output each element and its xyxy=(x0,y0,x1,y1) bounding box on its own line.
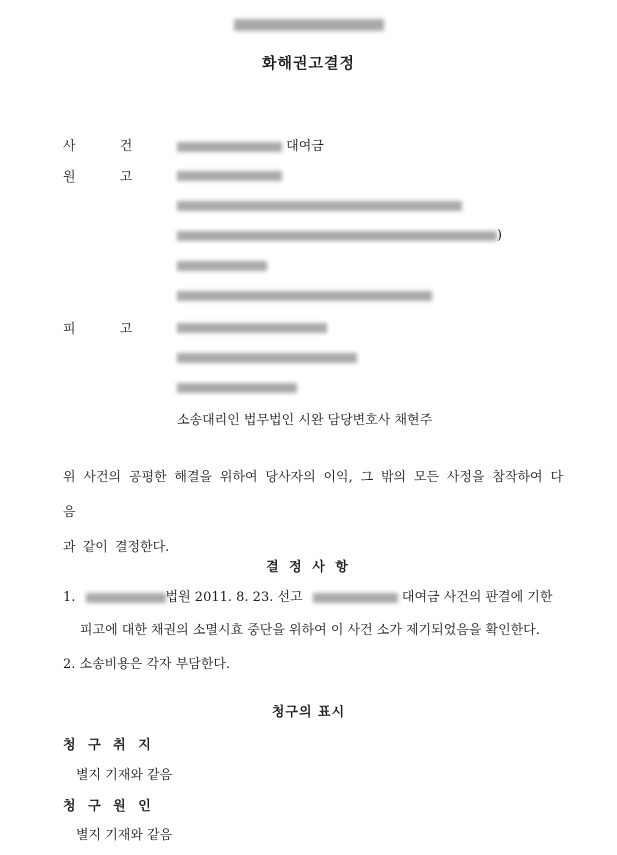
plaintiff-name xyxy=(177,168,282,183)
defendant-label xyxy=(63,318,143,337)
plaintiff-label-a: 원 xyxy=(63,170,76,185)
decision-item-1-cont: 피고에 대한 채권의 소멸시효 중단을 위하여 이 사건 소가 제기되었음을 확인한다. xyxy=(80,623,540,638)
decision-item-2: 2. 소송비용은 각자 부담한다. xyxy=(63,657,231,672)
case-label-a: 사 xyxy=(63,139,76,154)
case-label xyxy=(63,135,143,154)
redacted-text xyxy=(177,323,327,333)
case-type: 대여금 xyxy=(286,139,324,154)
decision-item-1 xyxy=(63,586,553,605)
item1-text-a: 법원 2011. 8. 23. 선고 xyxy=(165,590,303,605)
claim-cause-text: 별지 기재와 같음 xyxy=(76,828,173,843)
plaintiff-detail xyxy=(177,228,502,243)
plaintiff-label xyxy=(63,166,143,185)
defendant-representative xyxy=(177,380,297,395)
document-title: 화해권고결정 xyxy=(262,54,355,72)
item1-text-b: 대여금 사건의 판결에 기한 xyxy=(401,590,553,605)
plaintiff-representative xyxy=(177,258,267,273)
redacted-text xyxy=(86,593,166,603)
redacted-text xyxy=(177,261,267,271)
redacted-text xyxy=(313,593,398,603)
plaintiff-address xyxy=(177,198,462,213)
case-label-b: 건 xyxy=(119,139,133,154)
case-value xyxy=(177,135,324,154)
claim-purpose-heading: 청 구 취 지 xyxy=(63,738,155,753)
intro-line-2: 과 같이 결정한다. xyxy=(63,540,170,555)
redacted-text xyxy=(177,201,462,211)
redacted-text xyxy=(177,291,432,301)
redacted-text xyxy=(177,171,282,181)
defendant-attorney: 소송대리인 법무법인 시완 담당변호사 채현주 xyxy=(177,413,433,428)
redacted-text xyxy=(177,383,297,393)
decision-heading: 결 정 사 항 xyxy=(266,560,351,575)
item-number: 1. xyxy=(63,590,76,605)
redacted-text xyxy=(177,231,497,241)
claim-cause-heading: 청 구 원 인 xyxy=(63,799,155,814)
defendant-address xyxy=(177,350,357,365)
claim-heading: 청구의 표시 xyxy=(271,705,346,720)
redacted-case-number xyxy=(177,142,282,152)
defendant-name xyxy=(177,320,327,335)
redacted-court-name xyxy=(234,19,384,31)
claim-purpose-text: 별지 기재와 같음 xyxy=(76,768,173,783)
intro-paragraph xyxy=(63,460,563,565)
intro-line-1: 위 사건의 공평한 해결을 위하여 당사자의 이익, 그 밖의 모든 사정을 참작하여 다음 xyxy=(63,470,563,520)
closing-paren: ) xyxy=(497,228,503,243)
court-name xyxy=(0,14,617,33)
plaintiff-label-b: 고 xyxy=(119,170,133,185)
redacted-text xyxy=(177,353,357,363)
defendant-label-b: 고 xyxy=(119,322,133,337)
plaintiff-agent xyxy=(177,288,432,303)
defendant-label-a: 피 xyxy=(63,322,76,337)
